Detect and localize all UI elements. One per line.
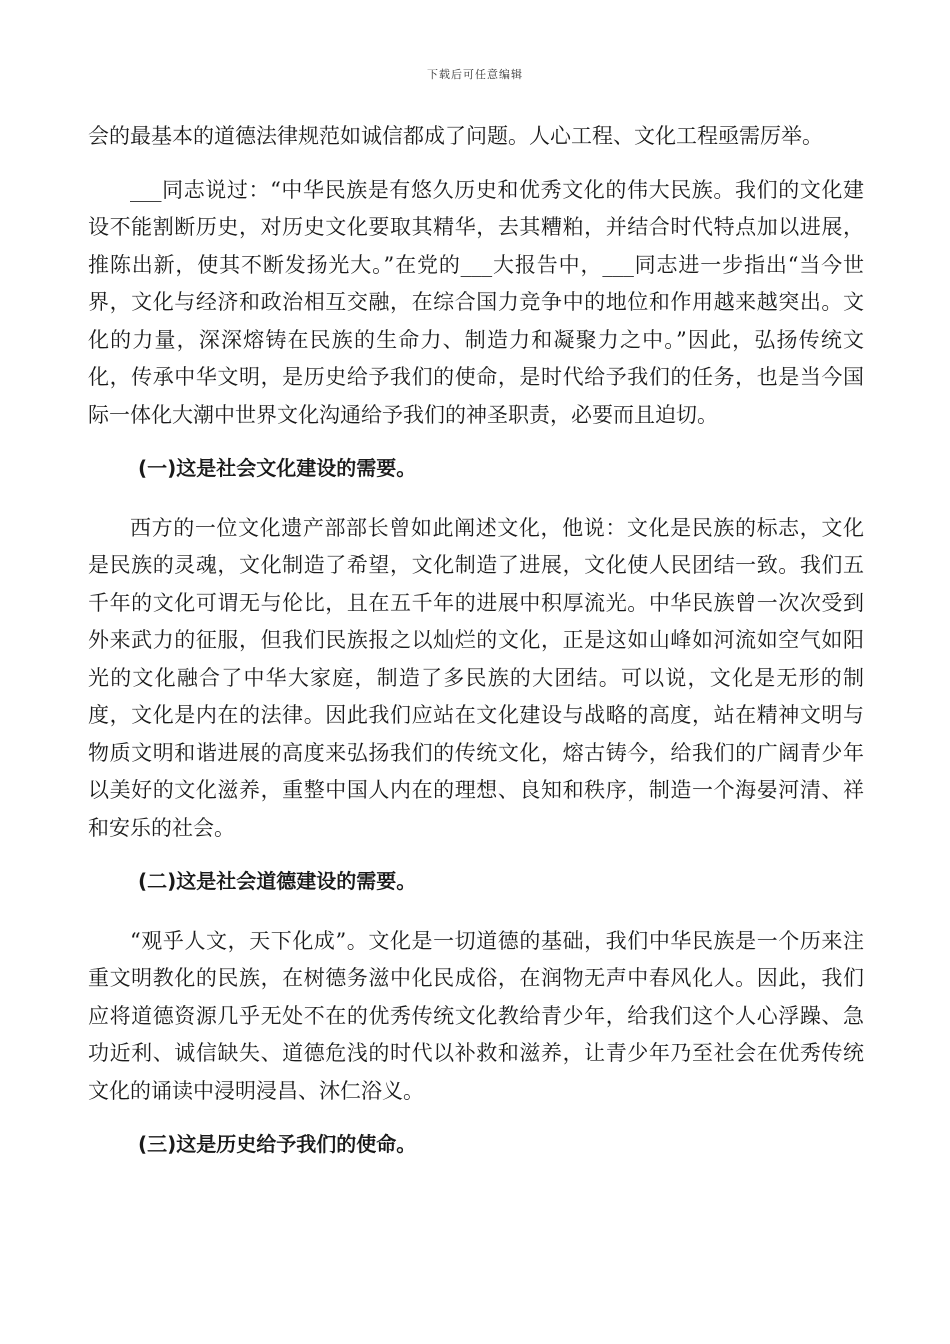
section-heading-2: (二)这是社会道德建设的需要。 [138,869,417,893]
page-header-note: 下载后可任意编辑 [427,68,523,81]
paragraph-quote-leader: ___同志说过：“中华民族是有悠久历史和优秀文化的伟大民族。我们的文化建设不能割断历史，对历史文化要取其精华，去其糟粕，并结合时代特点加以进展，推陈出新，使其不断发扬光大。”在党的___大报告中，___同志进一步指出“当今世界，文化与经济和政治相互交融，在综合国力竞争中的地位和作用越来越突出。文化的力量，深深熔铸在民族的生命力、制造力和凝聚力之中。”因此，弘扬传统文化，传承中华文明，是历史给予我们的使命，是时代给予我们的任务，也是当今国际一体化大潮中世界文化沟通给予我们的神圣职责，必要而且迫切。 [88,177,864,427]
paragraph-continuation: 会的最基本的道德法律规范如诚信都成了问题。人心工程、文化工程亟需厉举。 [88,124,823,148]
section-heading-1: (一)这是社会文化建设的需要。 [138,456,417,480]
paragraph-moral-building: “观乎人文，天下化成”。文化是一切道德的基础，我们中华民族是一个历来注重文明教化的民族，在树德务滋中化民成俗，在润物无声中春风化人。因此，我们应将道德资源几乎无处不在的优秀传统文化教给青少年，给我们这个人心浮躁、急功近利、诚信缺失、道德危浅的时代以补救和滋养，让青少年乃至社会在优秀传统文化的诵读中浸明浸昌、沐仁浴义。 [88,928,864,1103]
document-body [88,118,864,1186]
section-heading-3: (三)这是历史给予我们的使命。 [138,1132,417,1156]
paragraph-culture-building: 西方的一位文化遗产部部长曾如此阐述文化，他说：文化是民族的标志，文化是民族的灵魂，文化制造了希望，文化制造了进展，文化使人民团结一致。我们五千年的文化可谓无与伦比，且在五千年的进展中积厚流光。中华民族曾一次次受到外来武力的征服，但我们民族报之以灿烂的文化，正是这如山峰如河流如空气如阳光的文化融合了中华大家庭，制造了多民族的大团结。可以说，文化是无形的制度，文化是内在的法律。因此我们应站在文化建设与战略的高度，站在精神文明与物质文明和谐进展的高度来弘扬我们的传统文化，熔古铸今，给我们的广阔青少年以美好的文化滋养，重整中国人内在的理想、良知和秩序，制造一个海晏河清、祥和安乐的社会。 [88,515,864,840]
